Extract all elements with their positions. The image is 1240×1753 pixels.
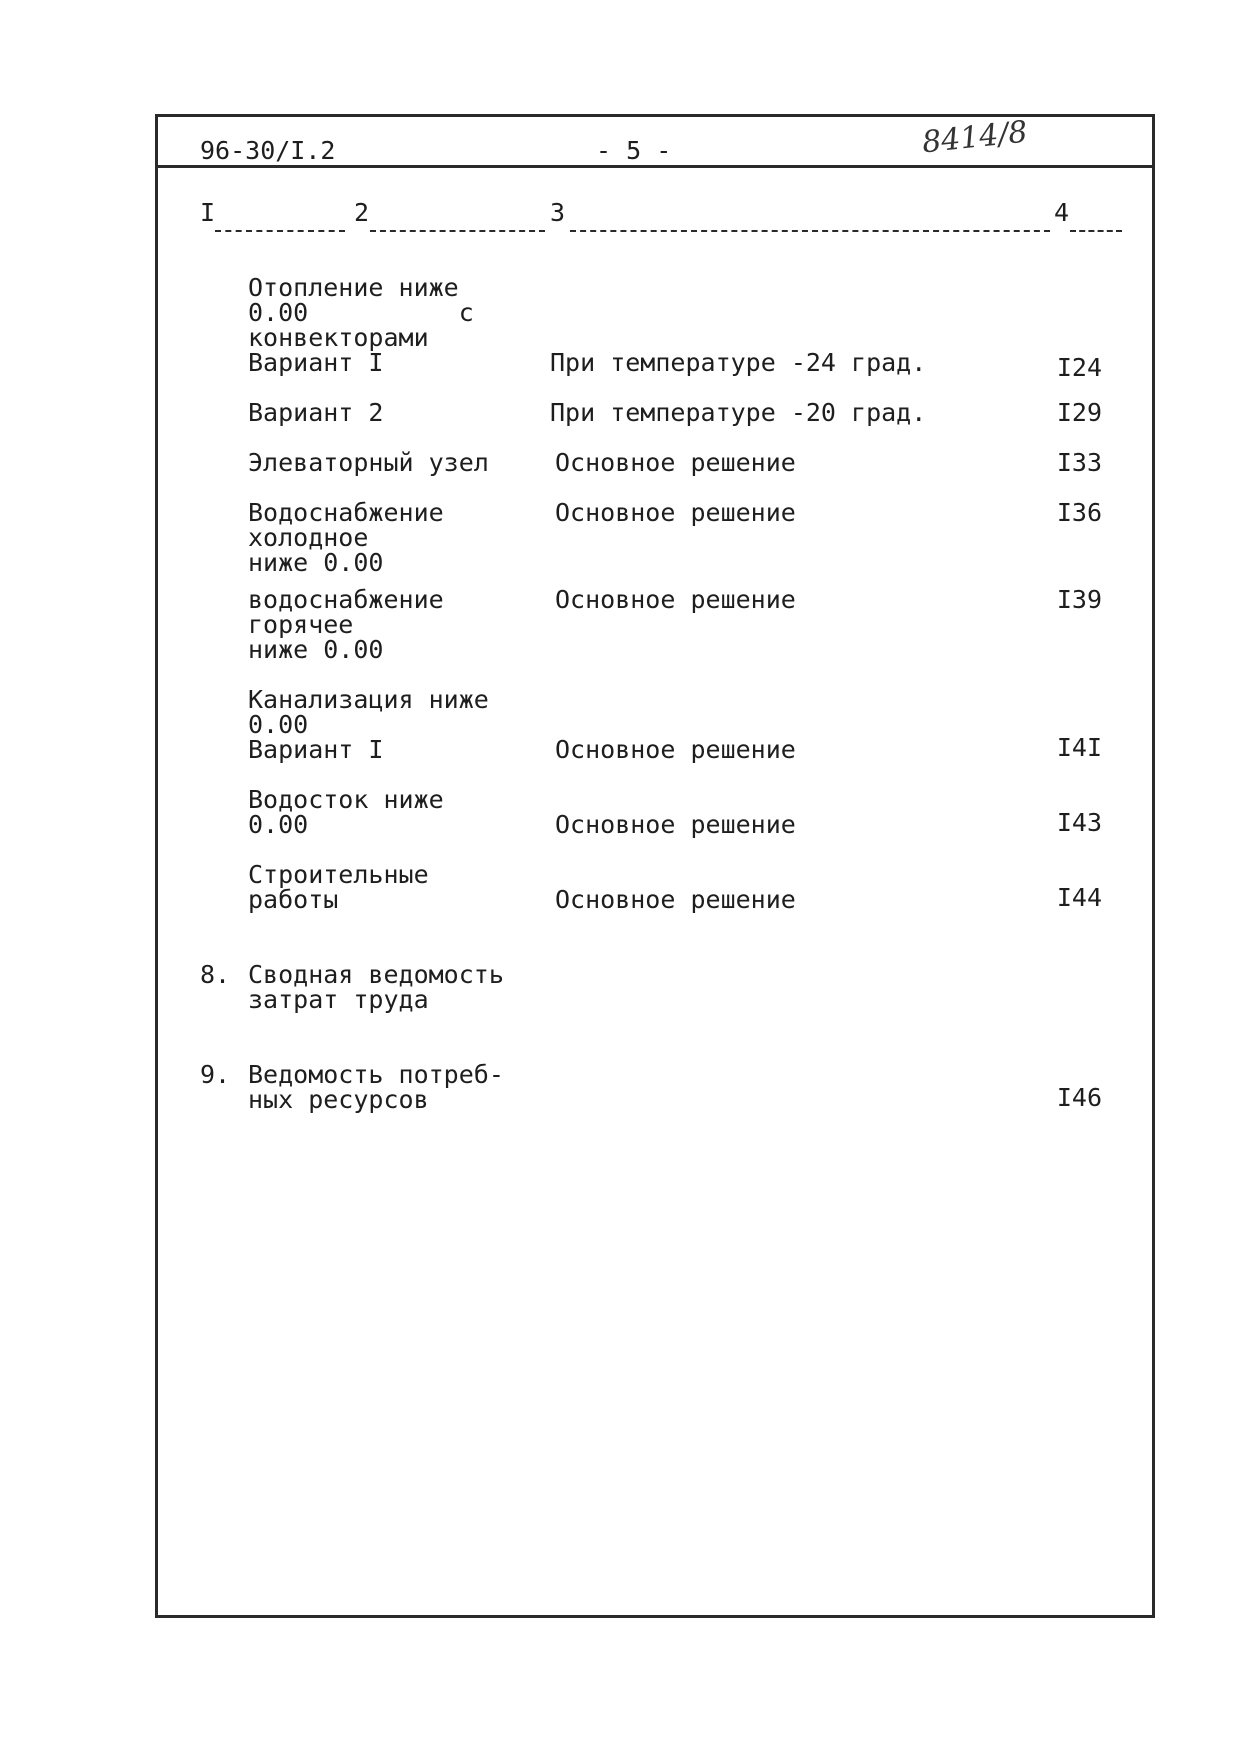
section-title-line: затрат труда <box>248 985 429 1014</box>
page-number: - 5 - <box>596 136 672 165</box>
row-name-line: водоснабжение <box>248 585 444 614</box>
row-note: При температуре -24 град. <box>550 348 927 377</box>
row-page: I43 <box>1056 808 1102 837</box>
row-page: I33 <box>1056 448 1102 477</box>
doc-code: 96-30/I.2 <box>200 136 336 165</box>
section-page: I46 <box>1056 1083 1102 1112</box>
handwritten-number: 8414/8 <box>920 114 1030 161</box>
row-name-line: Вариант 2 <box>248 398 384 427</box>
row-name-line: Строительные <box>248 860 429 889</box>
row-name-line: 0.00 с <box>248 298 474 327</box>
row-name-line: конвекторами <box>248 323 429 352</box>
row-page: I29 <box>1056 398 1102 427</box>
row-name-line: Водосток ниже <box>248 785 444 814</box>
row-note: Основное решение <box>555 735 796 764</box>
row-name-line: горячее <box>248 610 354 639</box>
row-page: I4I <box>1056 733 1102 762</box>
column-number-4: 4 <box>1054 198 1070 227</box>
row-note: Основное решение <box>555 498 796 527</box>
row-page: I24 <box>1056 353 1102 382</box>
section-title-line: Сводная ведомость <box>248 960 504 989</box>
section-title-line: Ведомость потреб- <box>248 1060 504 1089</box>
column-number-3: 3 <box>550 198 566 227</box>
row-name-line: работы <box>248 885 339 914</box>
row-name-line: Водоснабжение <box>248 498 444 527</box>
section-number: 8. <box>200 960 231 989</box>
header-rule <box>158 165 1152 168</box>
column-divider <box>570 230 1050 232</box>
row-note: Основное решение <box>555 585 796 614</box>
row-page: I39 <box>1056 585 1102 614</box>
row-name-line: 0.00 <box>248 810 309 839</box>
row-page: I36 <box>1056 498 1102 527</box>
row-note: Основное решение <box>555 885 796 914</box>
column-divider <box>215 230 345 232</box>
row-note: Основное решение <box>555 448 796 477</box>
row-note: При температуре -20 град. <box>550 398 927 427</box>
row-page: I44 <box>1056 883 1102 912</box>
section-title-line: ных ресурсов <box>248 1085 429 1114</box>
column-number-1: I <box>200 198 216 227</box>
column-divider <box>370 230 545 232</box>
row-name-line: Элеваторный узел <box>248 448 489 477</box>
row-name-line: 0.00 <box>248 710 309 739</box>
row-name-line: ниже 0.00 <box>248 635 384 664</box>
section-number: 9. <box>200 1060 231 1089</box>
row-name-line: холодное <box>248 523 369 552</box>
row-name-line: Канализация ниже <box>248 685 489 714</box>
row-name-line: Отопление ниже <box>248 273 459 302</box>
column-divider <box>1070 230 1122 232</box>
row-name-line: Вариант I <box>248 348 384 377</box>
row-name-line: ниже 0.00 <box>248 548 384 577</box>
row-note: Основное решение <box>555 810 796 839</box>
column-number-2: 2 <box>354 198 370 227</box>
row-name-line: Вариант I <box>248 735 384 764</box>
